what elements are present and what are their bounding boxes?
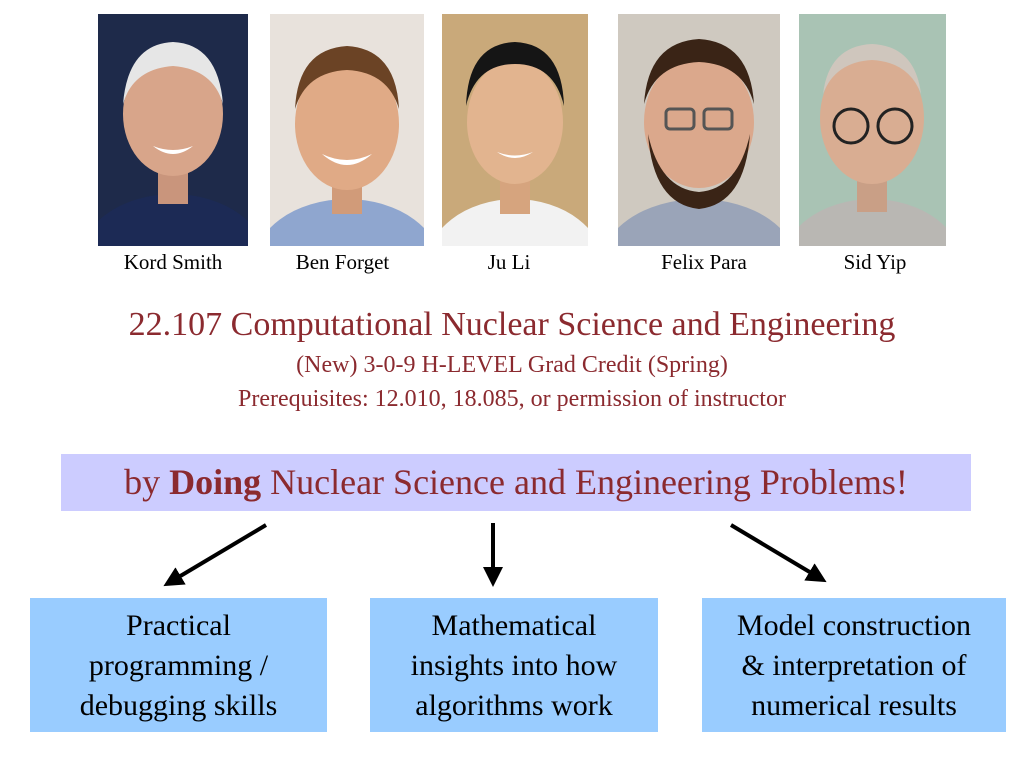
outcome-line: debugging skills [79, 689, 278, 722]
outcome-line: Model construction [736, 609, 972, 642]
course-prereq: Prerequisites: 12.010, 18.085, or permission of instructor [238, 386, 786, 412]
outcome-line: algorithms work [415, 689, 613, 722]
outcome-line: & interpretation of [741, 649, 967, 682]
arrow-right [731, 525, 818, 577]
outcome-line: Practical [126, 609, 231, 642]
photo-felix-para [618, 14, 780, 246]
outcome-line: programming / [88, 649, 269, 682]
photo-ju-li [442, 14, 588, 246]
outcome-box-math [370, 598, 658, 732]
outcome-line: numerical results [751, 689, 957, 722]
outcome-line: Mathematical [431, 609, 597, 642]
caption-kord-smith: Kord Smith [123, 250, 223, 274]
photo-ben-forget [270, 14, 424, 246]
outcome-line: insights into how [410, 649, 618, 682]
banner-suffix: Nuclear Science and Engineering Problems! [261, 462, 908, 502]
banner-prefix: by [124, 462, 170, 502]
course-credit: (New) 3-0-9 H-LEVEL Grad Credit (Spring) [296, 352, 728, 378]
caption-ben-forget: Ben Forget [295, 250, 390, 274]
arrows [0, 515, 1024, 595]
photo-sid-yip [799, 14, 946, 246]
course-title: 22.107 Computational Nuclear Science and Engineering [128, 306, 896, 343]
photo-kord-smith [98, 14, 248, 246]
caption-felix-para: Felix Para [661, 250, 747, 274]
outcome-box-programming [30, 598, 327, 732]
banner-bold: Doing [169, 462, 262, 502]
caption-sid-yip: Sid Yip [843, 250, 907, 274]
outcome-box-model [702, 598, 1006, 732]
banner [61, 454, 971, 511]
caption-ju-li: Ju Li [487, 250, 531, 274]
arrow-left [172, 525, 266, 581]
